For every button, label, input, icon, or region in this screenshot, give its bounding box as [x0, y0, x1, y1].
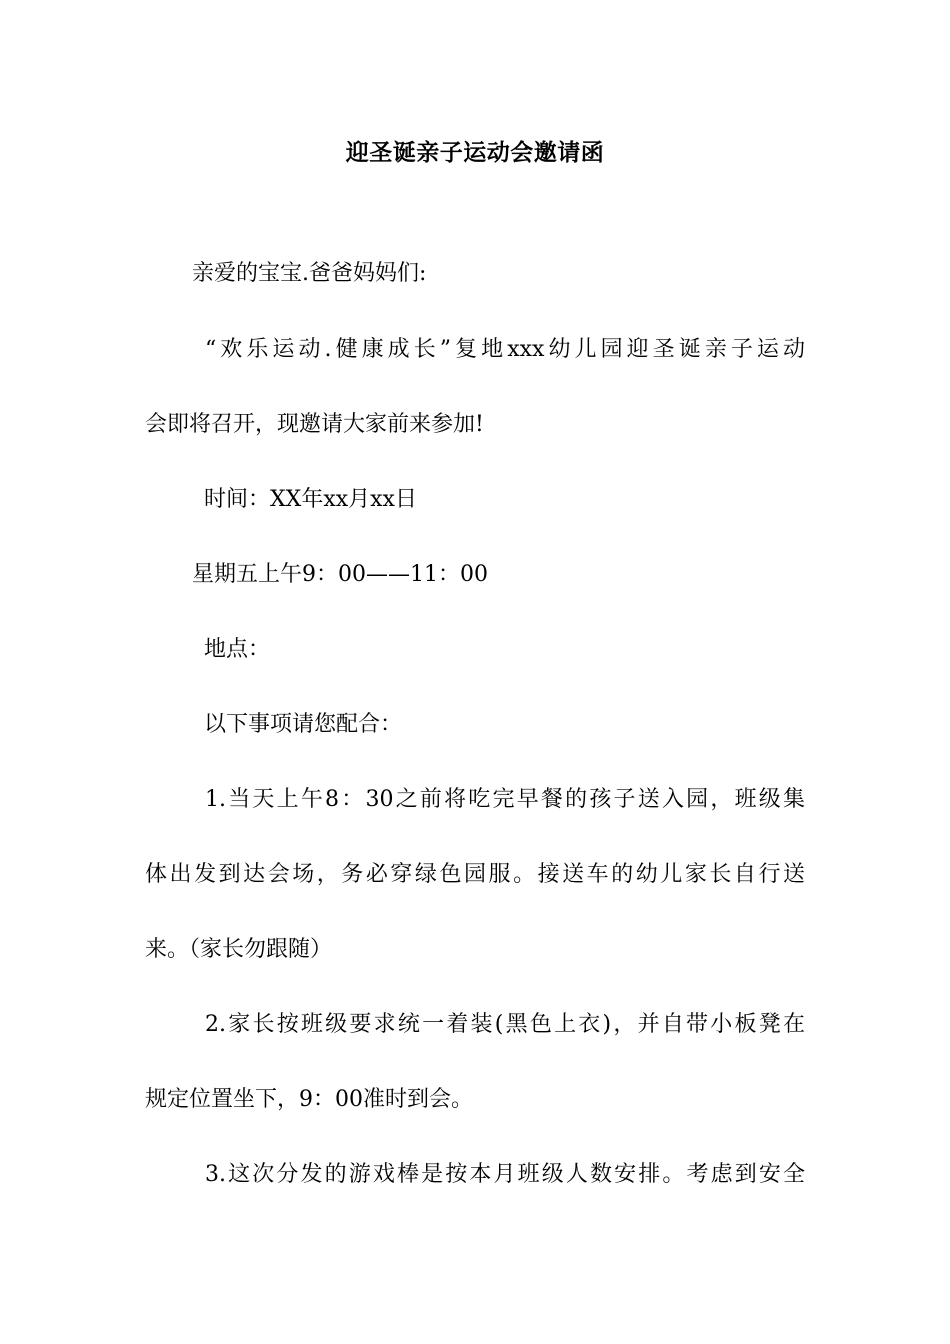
intro-line-1: “欢乐运动.健康成长”复地xxx幼儿园迎圣诞亲子运动	[205, 337, 805, 362]
item-1-line-1: 1.当天上午8：30之前将吃完早餐的孩子送入园，班级集	[205, 787, 805, 812]
location-label: 地点：	[204, 637, 271, 662]
item-2-line-2: 规定位置坐下，9：00准时到会。	[145, 1087, 473, 1112]
time-label: 时间：XX年xx月xx日	[204, 487, 417, 512]
notice-intro: 以下事项请您配合：	[204, 712, 403, 737]
item-3-line-1: 3.这次分发的游戏棒是按本月班级人数安排。考虑到安全	[205, 1162, 805, 1187]
item-1-line-2: 体出发到达会场，务必穿绿色园服。接送车的幼儿家长自行送	[145, 862, 805, 887]
greeting: 亲爱的宝宝.爸爸妈妈们:	[192, 261, 427, 286]
document-title: 迎圣诞亲子运动会邀请函	[345, 140, 605, 166]
item-2-line-1: 2.家长按班级要求统一着装(黑色上衣)，并自带小板凳在	[205, 1012, 805, 1037]
intro-line-2: 会即将召开，现邀请大家前来参加!	[145, 412, 484, 437]
time-range: 星期五上午9：00——11：00	[192, 562, 488, 587]
item-1-line-3: 来。（家长勿跟随）	[145, 937, 333, 962]
